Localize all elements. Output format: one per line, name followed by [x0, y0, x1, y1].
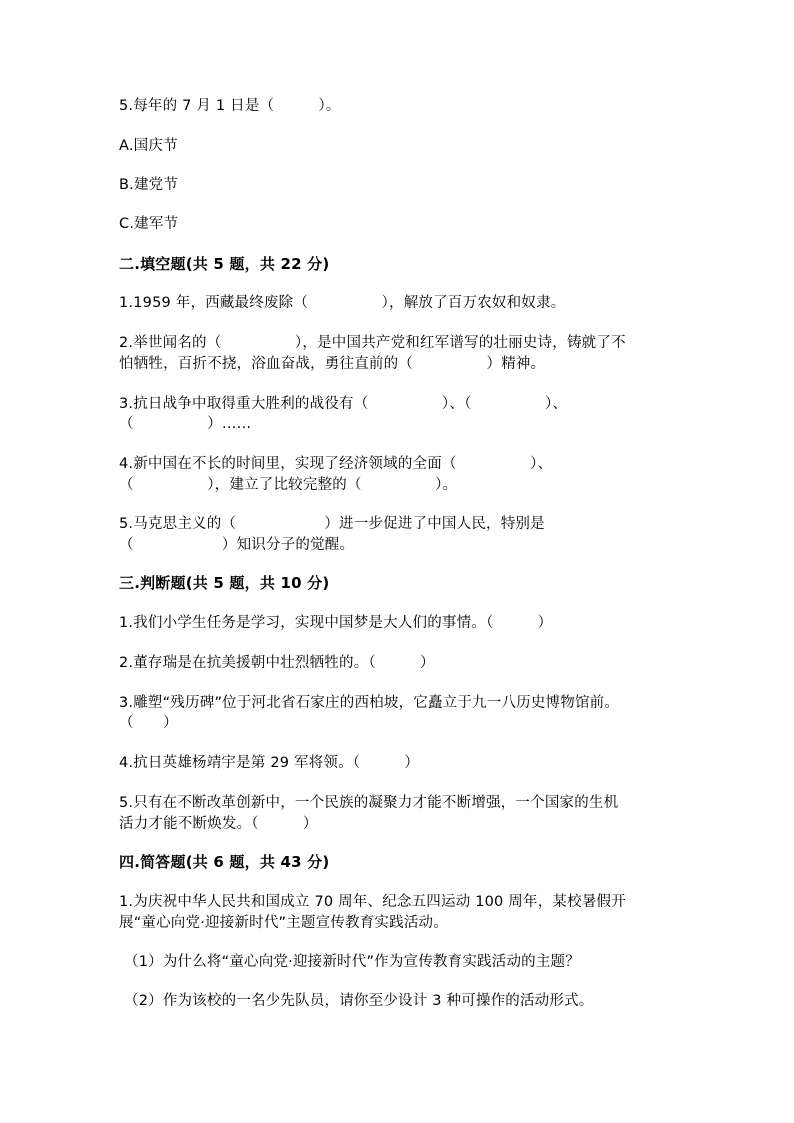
judge-question-5-line-1: 5.只有在不断改革创新中，一个民族的凝聚力才能不断增强，一个国家的生机	[119, 795, 619, 811]
fill-question-2-line-2: 怕牺牲，百折不挠，浴血奋战，勇往直前的（ ）精神。	[119, 356, 546, 372]
judge-question-1: 1.我们小学生任务是学习，实现中国梦是大人们的事情。（ ）	[119, 615, 553, 631]
fill-question-4-line-1: 4.新中国在不长的时间里，实现了经济领域的全面（ ）、	[119, 456, 553, 472]
question-5-option-c: C.建军节	[119, 216, 179, 232]
judge-question-4: 4.抗日英雄杨靖宇是第 29 军将领。（ ）	[119, 755, 420, 771]
fill-question-4-line-2: （ ），建立了比较完整的（ ）。	[119, 477, 458, 493]
fill-question-5-line-2: （ ）知识分子的觉醒。	[119, 537, 355, 553]
short-question-1-line-1: 1.为庆祝中华人民共和国成立 70 周年、纪念五四运动 100 周年，某校暑假开	[119, 894, 626, 910]
fill-question-1: 1.1959 年，西藏最终废除（ ），解放了百万农奴和奴隶。	[119, 295, 566, 311]
section-fill-title: 二.填空题(共 5 题，共 22 分)	[119, 255, 330, 273]
section-short-title: 四.简答题(共 6 题，共 43 分)	[119, 853, 330, 871]
short-question-1-sub-1: （1）为什么将“童心向党·迎接新时代”作为宣传教育实践活动的主题？	[124, 954, 580, 970]
judge-question-5-line-2: 活力才能不断焕发。（ ）	[119, 816, 318, 832]
short-question-1-sub-2: （2）作为该校的一名少先队员，请你至少设计 3 种可操作的活动形式。	[124, 993, 594, 1009]
fill-question-3-line-1: 3.抗日战争中取得重大胜利的战役有（ ）、（ ）、	[119, 396, 568, 412]
short-question-1-line-2: 展“童心向党·迎接新时代”主题宣传教育实践活动。	[119, 915, 448, 931]
question-5-stem: 5.每年的 7 月 1 日是（ ）。	[119, 98, 341, 114]
judge-question-2: 2.董存瑞是在抗美援朝中壮烈牺牲的。（ ）	[119, 655, 435, 671]
section-judge-title: 三.判断题(共 5 题，共 10 分)	[119, 574, 330, 592]
question-5-option-a: A.国庆节	[119, 138, 178, 154]
judge-question-3-line-2: （ ）	[119, 715, 178, 731]
judge-question-3-line-1: 3.雕塑“残历碑”位于河北省石家庄的西柏坡，它矗立于九一八历史博物馆前。	[119, 695, 620, 711]
fill-question-5-line-1: 5.马克思主义的（ ）进一步促进了中国人民，特别是	[119, 516, 545, 532]
fill-question-2-line-1: 2.举世闻名的（ ），是中国共产党和红军谱写的壮丽史诗，铸就了不	[119, 335, 626, 351]
question-5-option-b: B.建党节	[119, 177, 179, 193]
fill-question-3-line-2: （ ）……	[119, 416, 252, 432]
